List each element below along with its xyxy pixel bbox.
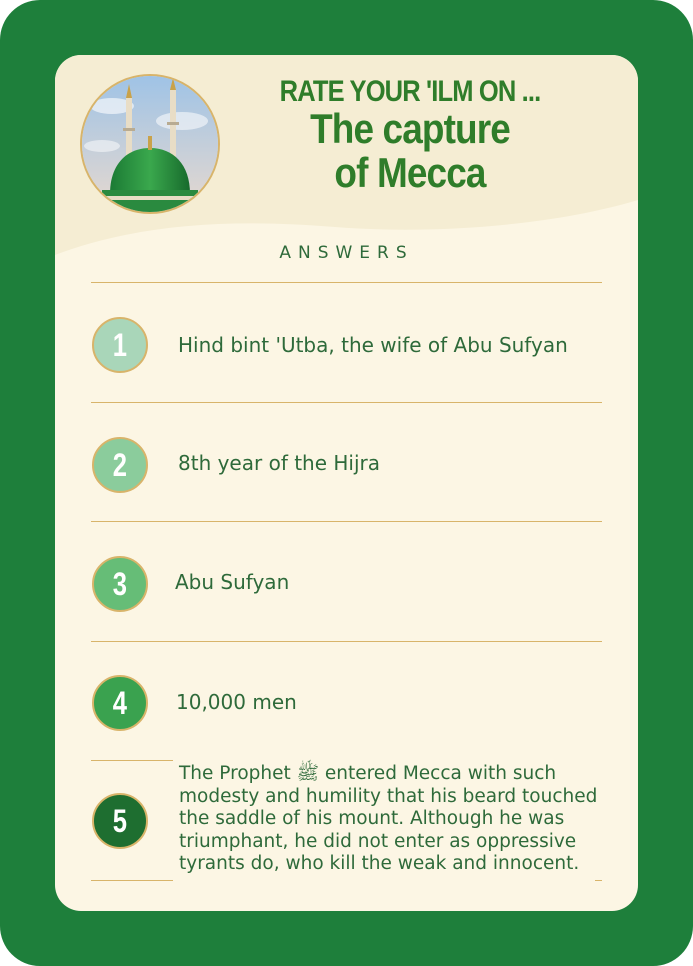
- answer-text: Abu Sufyan: [175, 570, 290, 594]
- answer-text: 10,000 men: [176, 690, 297, 714]
- answer-text: The Prophet ﷺ entered Mecca with such modesty and humility that his beard touched the saddle of his mount. Although he was triumphant, he did not enter as oppressive tyrants do, who kill the weak and innocent.: [179, 763, 598, 874]
- answer-number: 3: [112, 565, 128, 602]
- divider: [91, 880, 173, 881]
- divider: [91, 641, 602, 642]
- answer-number-badge: [92, 675, 148, 731]
- divider: [91, 282, 602, 283]
- answer-number-badge: [92, 556, 148, 612]
- green-dome-mosque-image: [80, 74, 220, 214]
- page-title: [252, 107, 569, 195]
- divider: [91, 521, 602, 522]
- answer-number: 2: [112, 446, 128, 483]
- title-line-1: The capture: [310, 105, 510, 152]
- answer-number: 1: [112, 326, 128, 363]
- divider: [91, 760, 173, 761]
- answer-number: 4: [112, 684, 128, 721]
- title-line-2: of Mecca: [334, 149, 486, 196]
- answer-number-badge: [92, 437, 148, 493]
- answer-text: Hind bint 'Utba, the wife of Abu Sufyan: [178, 333, 568, 357]
- answer-card: [55, 55, 638, 911]
- answers-heading: ANSWERS: [279, 243, 414, 263]
- answer-number: 5: [112, 802, 128, 839]
- divider: [91, 402, 602, 403]
- header-kicker: RATE YOUR 'ILM ON ...: [279, 75, 541, 108]
- answer-number-badge: [92, 317, 148, 373]
- divider: [595, 880, 602, 881]
- answer-text: 8th year of the Hijra: [178, 451, 381, 475]
- answer-number-badge: [92, 793, 148, 849]
